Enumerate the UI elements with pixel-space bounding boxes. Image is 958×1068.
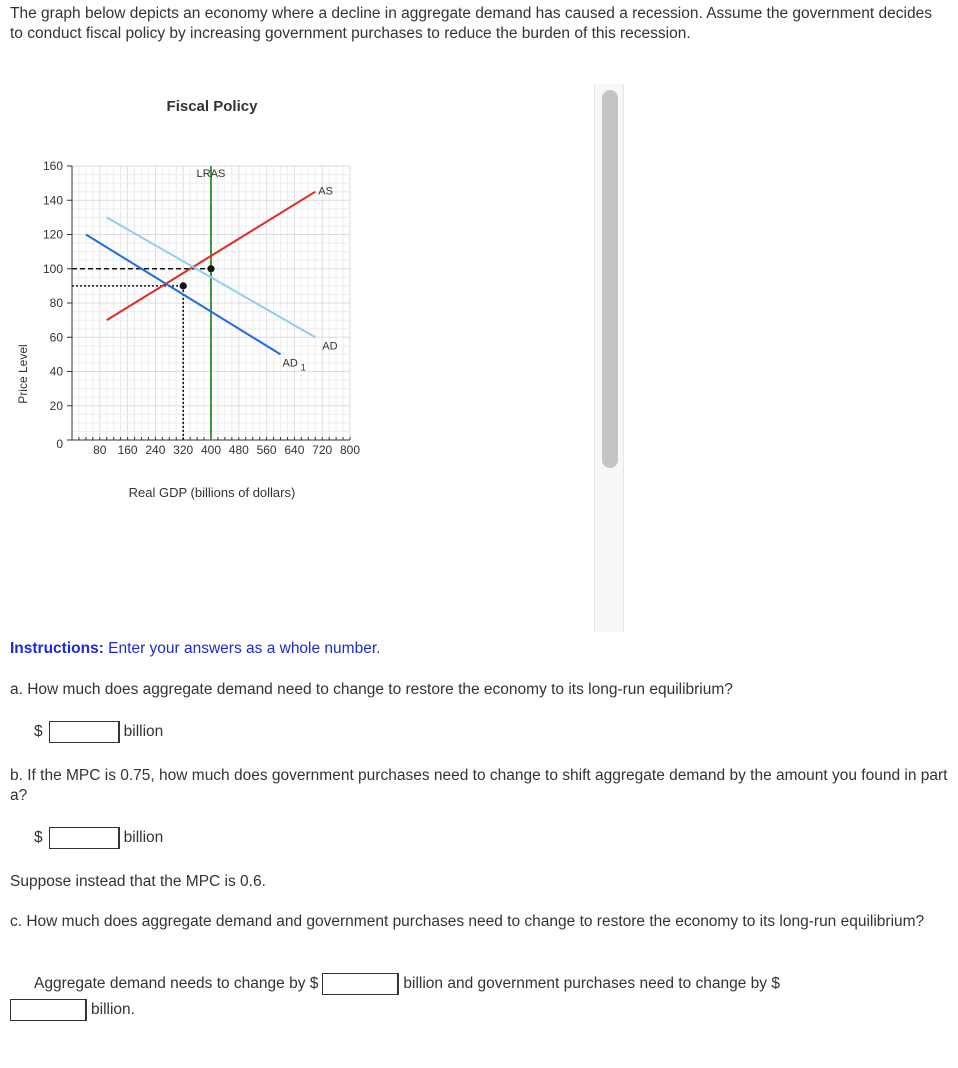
answer-a-row (34, 721, 163, 743)
x-tick-label: 720 (312, 443, 333, 457)
answer-c-text-2: billion and government purchases need to change by $ (398, 973, 780, 995)
x-axis-label: Real GDP (billions of dollars) (128, 485, 296, 500)
graph-scrollbar-thumb[interactable] (602, 90, 618, 468)
x-tick-label: 400 (200, 443, 222, 457)
x-tick-label: 80 (93, 443, 107, 457)
answer-c-text-3: billion. (86, 999, 135, 1021)
x-tick-label: 240 (145, 443, 166, 457)
answer-a-input[interactable] (49, 721, 119, 743)
y-axis-label: Price Level (16, 344, 30, 404)
equilibrium-point (207, 265, 214, 272)
answer-c-row-1 (34, 973, 780, 995)
chart-title: Fiscal Policy (166, 98, 258, 115)
ad1-curve-label: AD $_1$ (282, 357, 306, 373)
y-tick-label: 0 (56, 437, 63, 451)
y-tick-label: 60 (49, 330, 63, 345)
instructions (10, 640, 380, 658)
question-b: b. If the MPC is 0.75, how much does government purchases need to change to shift aggregate demand by the amount you found in part a? (10, 767, 948, 804)
unit-label: billion (119, 827, 164, 849)
y-tick-label: 100 (42, 261, 63, 276)
government-purchases-change-input[interactable] (10, 999, 86, 1021)
chart-axes (43, 159, 360, 457)
unit-label: billion (119, 721, 164, 743)
question-c: c. How much does aggregate demand and government purchases need to change to restore the economy to its long-run equilibrium? (10, 913, 925, 930)
suppose-text: Suppose instead that the MPC is 0.6. (10, 873, 266, 890)
y-tick-label: 20 (49, 398, 63, 413)
x-tick-label: 160 (117, 443, 138, 457)
fiscal-policy-chart (10, 84, 594, 630)
x-tick-label: 480 (228, 443, 249, 457)
as-curve-label: AS (318, 185, 333, 198)
graph-scrollbar[interactable] (594, 84, 624, 632)
answer-b-row (34, 827, 163, 849)
x-tick-label: 640 (284, 443, 305, 457)
answer-c-text-1: Aggregate demand needs to change by $ (34, 975, 319, 992)
answer-b-input[interactable] (49, 827, 119, 849)
y-tick-label: 120 (42, 227, 63, 242)
lras-line-label: LRAS (196, 168, 226, 180)
currency-symbol: $ (34, 829, 43, 846)
aggregate-demand-change-input[interactable] (322, 973, 398, 995)
y-tick-label: 40 (49, 364, 63, 379)
question-a: a. How much does aggregate demand need to change to restore the economy to its long-run equilibrium? (10, 681, 733, 698)
instructions-text: Enter your answers as a whole number. (103, 640, 381, 657)
y-tick-label: 140 (42, 193, 63, 208)
ad1-subscript: 1 (300, 362, 306, 373)
answer-c-row-2 (10, 999, 135, 1021)
instructions-label: Instructions: (10, 640, 104, 657)
x-tick-label: 320 (173, 443, 194, 457)
graph-panel (10, 84, 594, 630)
y-tick-label: 160 (42, 159, 63, 173)
ad-curve-label: AD (322, 340, 338, 353)
currency-symbol: $ (34, 723, 43, 740)
y-tick-label: 80 (49, 296, 63, 310)
question-intro: The graph below depicts an economy where a decline in aggregate demand has caused a recession. Assume the government decides to conduct fiscal policy by increasing government purchases to reduce the burden of this recession. (10, 5, 932, 42)
x-tick-label: 560 (256, 443, 277, 457)
x-tick-label: 800 (339, 443, 361, 457)
equilibrium-point (180, 282, 187, 289)
